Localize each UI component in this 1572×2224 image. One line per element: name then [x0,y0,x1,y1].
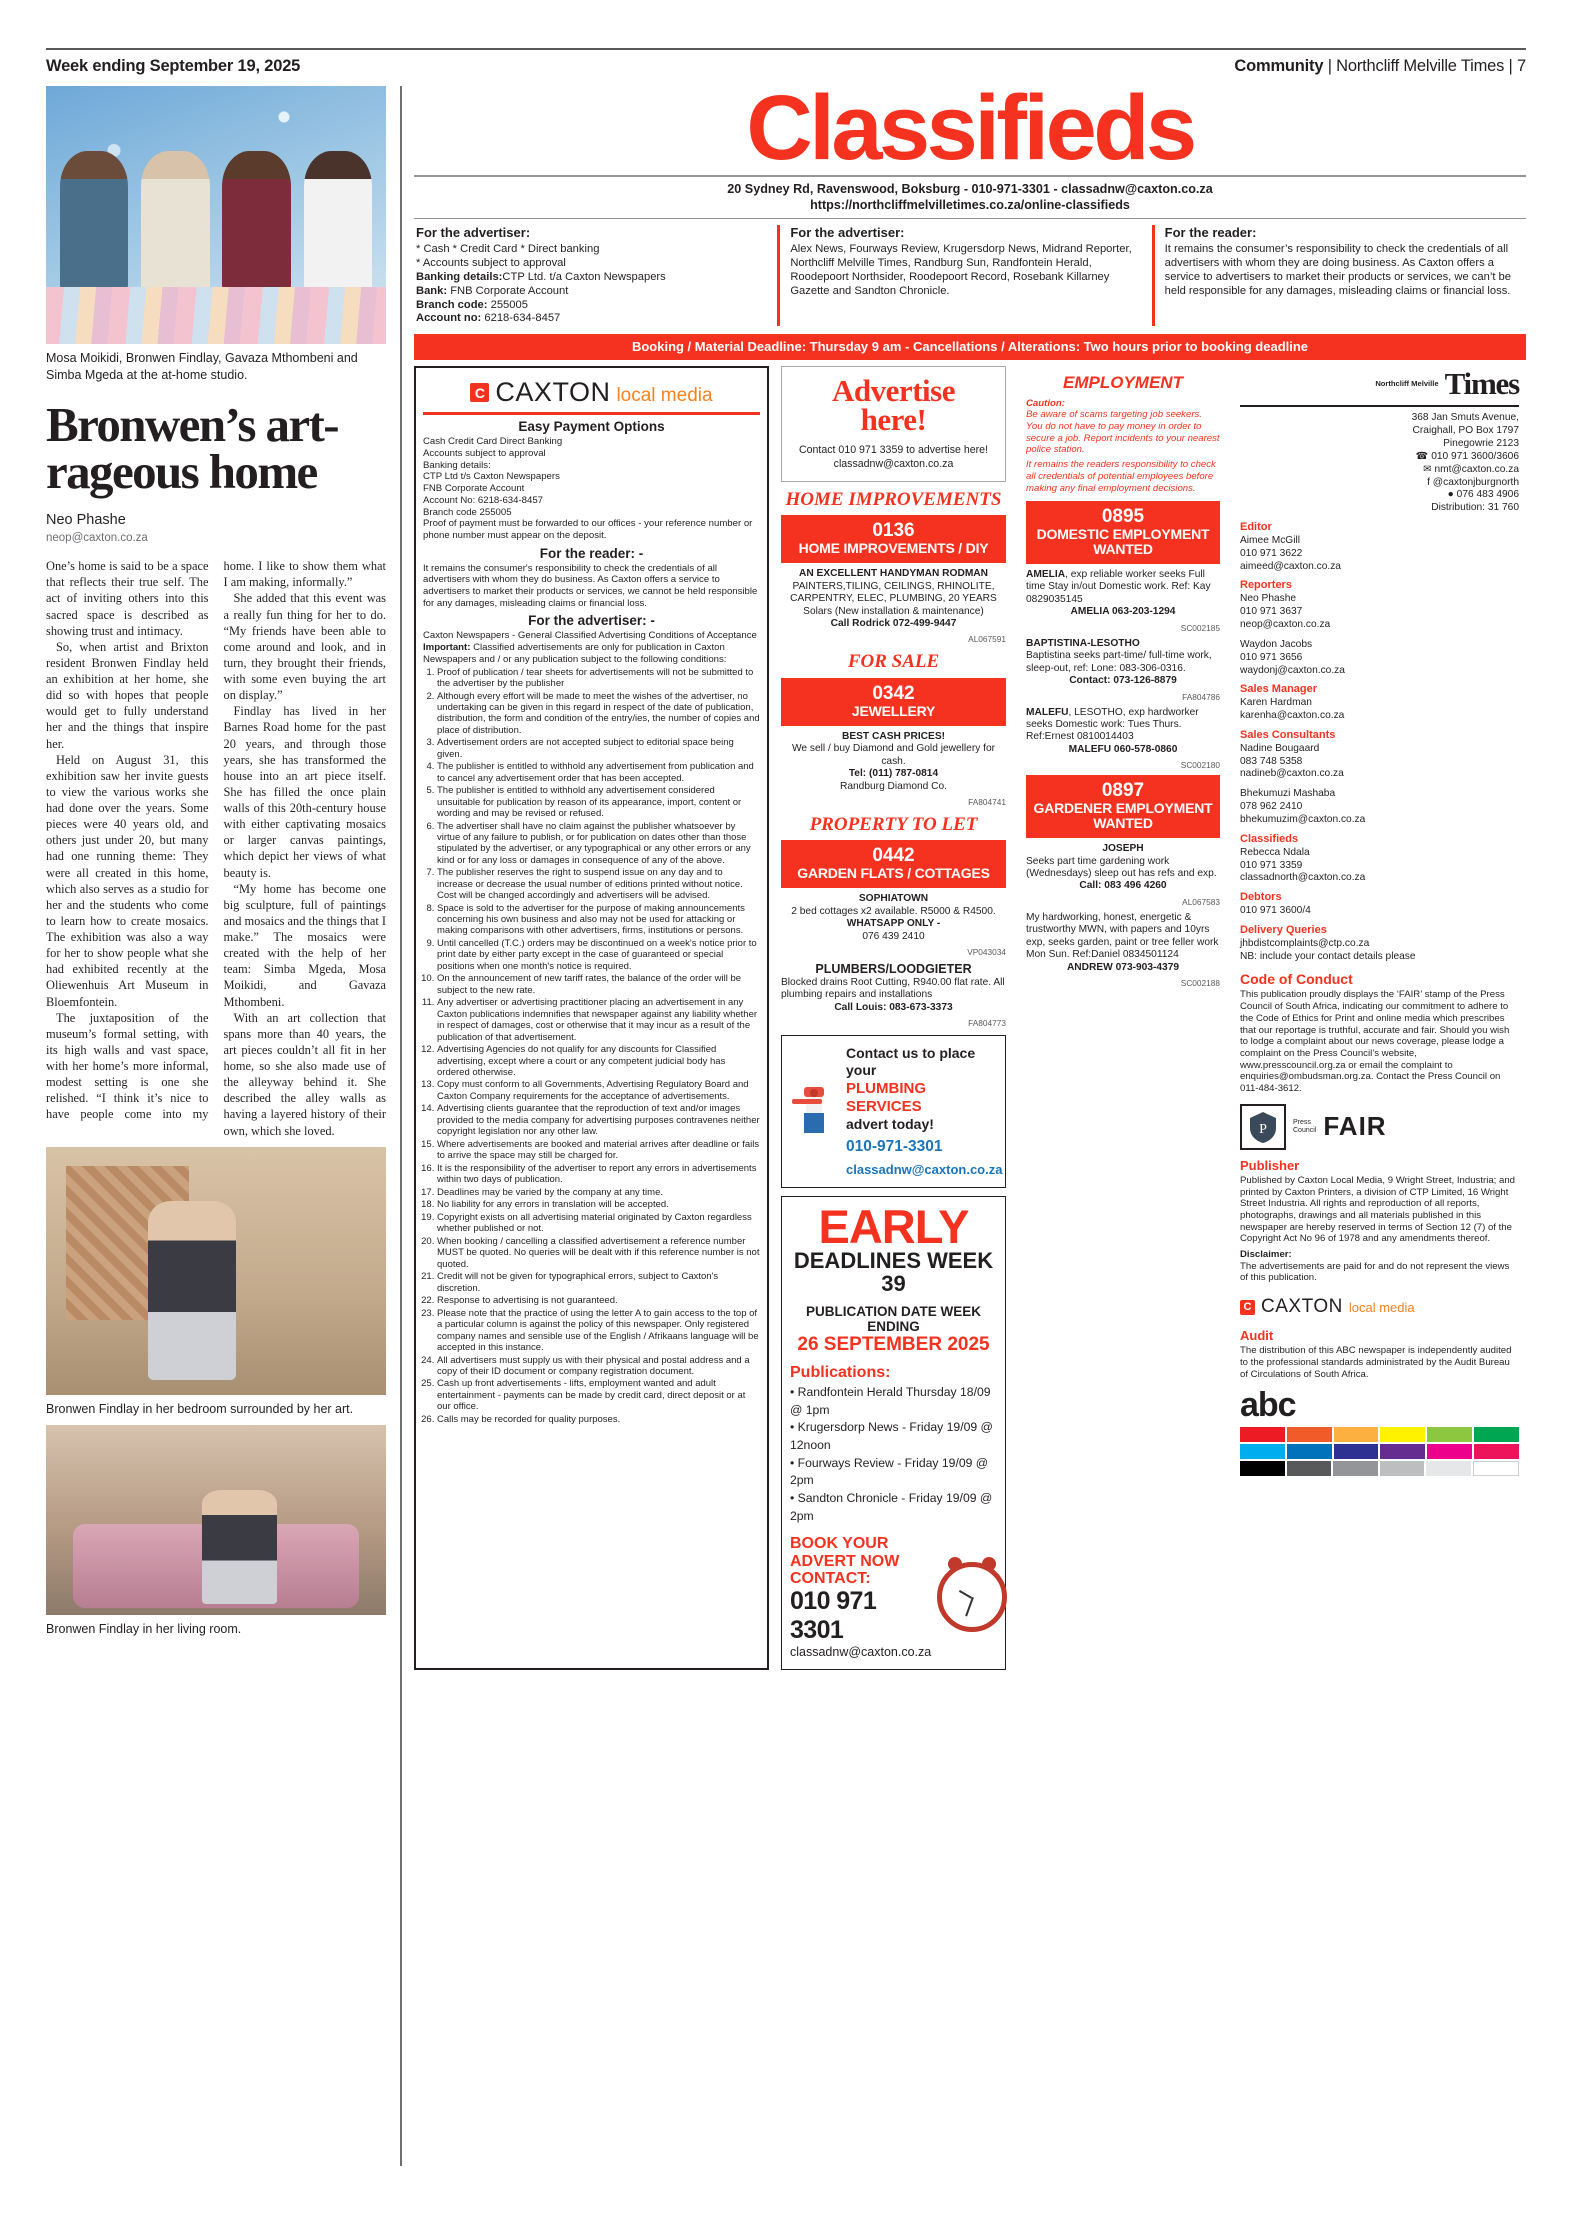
condition-item: 16. It is the responsibility of the advertiser to report any errors in advertisements within two days of publication. [437,1163,760,1186]
distribution: Distribution: 31 760 [1431,502,1519,514]
employment-caution [1026,398,1220,495]
address-line: Pinegowrie 2123 [1443,437,1519,449]
staff-line: Rebecca Ndala [1240,846,1310,858]
condition-item: 24. All advertisers must supply us with their physical and postal address and a copy of their ID document or company registration document. [437,1355,760,1378]
terms-heading: For the advertiser: [416,224,531,240]
color-swatch-row [1240,1444,1519,1459]
condition-item: 15. Where advertisements are booked and material arrives after deadline or fails to arrive the space may still be charged for. [437,1139,760,1162]
promo-line-3: advert today! [846,1116,934,1133]
code-label: JEWELLERY [851,702,936,719]
payment-line: Banking details: [423,459,491,471]
masthead-kicker: Northcliff Melville [1375,379,1439,389]
press-council-icon [1240,1104,1286,1150]
ad-domestic-malefu [1026,707,1220,757]
staff-role-reporters: Reporters [1240,579,1292,592]
condition-item: 17. Deadlines may be varied by the company at any time. [437,1187,760,1198]
abc-logo: abc [1240,1386,1296,1425]
promo-line-2: PLUMBING SERVICES [846,1079,926,1115]
ad-company: Randburg Diamond Co. [839,780,948,792]
caxton-wordmark: CAXTON [1261,1296,1343,1318]
important-label: Important: [423,642,471,654]
condition-item: 12. Advertising Agencies do not qualify for any discounts for Classified advertising, except where a court or any competent judicial body has ordered otherwise. [437,1044,760,1078]
ad-text: , exp reliable worker seeks Full time Stay in/out Domestic work. Ref: Kay 0829035145 [1026,569,1211,605]
section-and-page [1234,57,1526,76]
advertise-contact: Contact 010 971 3359 to advertise here! classadnw@caxton.co.za [798,443,989,470]
address-line: 368 Jan Smuts Avenue, [1411,412,1519,424]
staff-line: 010 971 3622 [1240,547,1303,559]
press-label-line1: Press [1293,1119,1311,1127]
staff-line[interactable]: waydonj@caxton.co.za [1240,664,1345,676]
photo-caption-1: Mosa Moikidi, Bronwen Findlay, Gavaza Mthombeni and Simba Mgeda at the at-home studio. [46,351,358,382]
ad-phone[interactable]: Contact: 073-126-8879 [1069,675,1177,687]
caxton-terms-column [414,366,769,1670]
code-number: 0442 [872,845,915,867]
staff-line: Neo Phashe [1240,593,1297,605]
press-label-line2: Council [1293,1126,1317,1134]
ad-phone[interactable]: Call Louis: 083-673-3373 [834,1001,953,1013]
code-label: HOME IMPROVEMENTS / DIY [798,540,989,557]
payment-line: Account No: 6218-634-8457 [423,494,544,506]
staff-role-delivery: Delivery Queries [1240,923,1327,936]
promo-phone[interactable]: 010-971-3301 [846,1138,943,1156]
masthead-rule [1240,405,1519,407]
classifieds-url[interactable]: https://northcliffmelvilletimes.co.za/online-classifieds [810,197,1130,212]
facebook-icon: f [1427,476,1430,488]
ad-phone[interactable]: Tel: (011) 787-0814 [848,768,939,780]
ad-phone[interactable]: AMELIA 063-203-1294 [1070,606,1176,618]
condition-item: 9. Until cancelled (T.C.) orders may be discontinued on a week's notice prior to print date by either party except in the case of guaranteed or special positions when one month's notice is required. [437,938,760,972]
ad-text: Baptistina seeks part-time/ full-time work, sleep-out, ref: Lone: 083-306-0316. [1026,650,1212,674]
payment-line: FNB Corporate Account [423,483,525,495]
promo-text [846,1045,1002,1178]
condition-item: 26. Calls may be recorded for quality purposes. [437,1414,760,1425]
staff-role-sales-manager: Sales Manager [1240,683,1318,696]
ad-domestic-amelia [1026,569,1220,619]
classified-code-0895[interactable] [1026,501,1220,564]
condition-item: 11. Any advertiser or advertising practitioner placing an advertisement in any Caxton publications indemnifies that newspaper against any liability whether in respect of damages, cost or otherwise that it may incur as a result of the publication of that advertisement. [437,997,760,1043]
condition-item: 19. Copyright exists on all advertising material originated by Caxton regardless whether published or not. [437,1212,760,1235]
article-body [46,558,386,1139]
condition-item: 22. Response to advertising is not guaranteed. [437,1295,760,1306]
article-paragraph: Findlay has lived in her Barnes Road home for the past 20 years, and through those years, she has transformed the house into an art piece itself. She has filled the once plain walls of this 20th-century house with either captivating mosaics or larger canvas paintings, which depict her views of what beauty is. [223,704,386,880]
payment-line: CTP Ltd t/s Caxton Newspapers [423,471,560,483]
article-paragraph: The juxtaposition of the museum’s formal setting, with its high walls and vast space, with her home’s more informal, modest setting is one she relished. “I think it’s nice to have people come into my home. I like to show them what I am making, informally.” [46,559,386,1122]
payment-line: Accounts subject to approval [423,448,546,459]
condition-item: 6. The advertiser shall have no claim against the publisher whatsoever by virtue of any failure to publish, or for publication on dates other than those stipulated by the advertiser, or any typographical or any other errors or any kind or for any loss or damages in consequence of any of the above. [437,821,760,867]
classified-columns [414,366,1526,1670]
article-byline [46,511,386,546]
plumbing-promo-box[interactable] [781,1035,1006,1188]
terms-box-advertiser-payment [414,225,777,326]
ad-plumbing [781,977,1006,1014]
staff-line: Aimee McGill [1240,534,1301,546]
payment-line: Branch code 255005 [423,506,512,518]
condition-item: 14. Advertising clients guarantee that the reproduction of text and/or images provided to the media company for advertising purposes contravenes neither copyright legislation nor any other law. [437,1103,760,1137]
conditions-list [423,667,760,1426]
staff-line: 010 971 3656 [1240,651,1303,663]
press-council-block [1240,1104,1519,1150]
ad-reference: AL067591 [968,634,1006,645]
color-swatch-row [1240,1427,1519,1442]
classifieds-address-line: 20 Sydney Rd, Ravenswood, Boksburg - 010-971-3301 - classadnw@caxton.co.za [727,181,1213,196]
important-text: Classified advertisements are only for publication in Caxton Newspapers and / or any publication subject to the following conditions: [423,642,727,665]
advertiser-subheading: Caxton Newspapers - General Classified Advertising Conditions of Acceptance [423,630,757,642]
condition-item: 10. On the announcement of new tariff rates, the balance of the order will be subject to the new rate. [437,973,760,996]
caxton-logo [423,373,760,410]
classifieds-section [414,77,1526,2166]
issue-date: Week ending September 19, 2025 [46,57,301,75]
article-paragraph: One’s home is said to be a space that reflects their true self. The act of inviting others into this sacred space is described as showing trust and intimacy. [46,559,209,638]
condition-item: 23. Please note that the practice of using the letter A to gain access to the top of a particular column is against the policy of this newspaper. Only registered company names and sensible use of the English / Afrikaans language will be accepted in this instance. [437,1308,760,1354]
running-head [46,48,1526,76]
ad-text: We sell / buy Diamond and Gold jewellery for cash. [791,743,996,767]
classified-code-0136[interactable] [781,515,1006,563]
ad-title: AMELIA [1026,569,1066,581]
terms-body: It remains the consumer’s responsibility to check the credentials of all advertisers with whom they are doing business. As Caxton offers a service to advertisers to market their products or services, we can’t be held responsible for any damages, misleading claims or financial loss. [1164,242,1511,297]
photo-caption-3: Bronwen Findlay in her living room. [46,1622,242,1637]
audit-heading: Audit [1240,1328,1274,1344]
phone-icon: ☎ [1415,450,1429,462]
ad-title: AN EXCELLENT HANDYMAN RODMAN [798,568,989,580]
branch-label: Branch code: [416,298,488,311]
terms-line: * Cash * Credit Card * Direct banking [416,242,600,255]
caxton-tagline: local media [616,385,713,407]
photo-figure [202,1490,277,1604]
bank-label: Bank: [416,284,448,297]
staff-line: 010 971 3637 [1240,606,1303,618]
feature-photo-studio [46,86,386,344]
category-plumbers: PLUMBERS/LOODGIETER [815,962,972,977]
staff-line: 078 962 2410 [1240,801,1303,813]
terms-heading: For the advertiser: [790,224,905,240]
ad-text: PAINTERS,TILING, CEILINGS, RHINOLITE, CARPENTRY, ELEC, PLUMBING, 20 YEARS Solars (New installation & maintenance) [790,580,997,617]
bank-value: FNB Corporate Account [447,284,569,297]
condition-item: 7. The publisher reserves the right to suspend issue on any day and to increase or decrease the usual number of editions printed without notice. Cost will be changed accordingly and advertisers will be advised. [437,867,760,901]
banking-label: Banking details: [416,270,503,283]
staff-role-debtors: Debtors [1240,891,1282,904]
ad-title: JOSEPH [1102,843,1144,855]
article-paragraph: With an art collection that spans more than 40 years, the art pieces couldn’t all fit in her home, so she also made use of the alleyway behind it. She described the alley walls as having a layered history of their own, which she loved. [223,1010,386,1138]
condition-item: 2. Although every effort will be made to meet the wishes of the advertiser, no undertaking can be given in this regard in respect of the date of publication, distribution, the form and condition of the entry/ies, the number of copies and place of distribution. [437,691,760,737]
audit-body: The distribution of this ABC newspaper is independently audited to the professional standards administrated by the Audit Bureau of Circulations of South Africa. [1240,1345,1512,1380]
contact-email[interactable]: nmt@caxton.co.za [1434,463,1519,475]
ad-reference: SC002180 [1180,760,1220,771]
color-swatch-row [1240,1461,1519,1476]
article-paragraph: “My home has become one big sculpture, full of paintings and mosaics and the things that I make.” The mosaics were created with the help of her team: Simba Mgeda, Mosa Moikidi, and Gavaza Mthombeni. [223,881,386,1009]
article-headline: Bronwen’s art-rageous home [46,397,338,500]
author-name: Neo Phashe [46,512,126,529]
author-email: neop@caxton.co.za [46,531,148,544]
disclaimer-label: Disclaimer: [1240,1249,1292,1261]
ad-whatsapp-label: WHATSAPP ONLY - [846,918,941,930]
staff-line: NB: include your contact details please [1240,950,1416,962]
ad-phone[interactable]: ANDREW 073-903-4379 [1066,961,1180,973]
deadline-banner: Booking / Material Deadline: Thursday 9 am - Cancellations / Alterations: Two hours prior to booking deadline [414,334,1526,360]
ad-domestic-baptistina [1026,638,1220,688]
promo-email[interactable]: classadnw@caxton.co.za [846,1162,1003,1178]
ad-phone[interactable]: 076 439 2410 [862,930,925,942]
caution-label: Caution: [1026,397,1065,409]
masthead-rule-2 [414,218,1526,219]
article-paragraph: So, when artist and Brixton resident Bronwen Findlay held an exhibition at her home, she did so with hopes that people would get to fully understand her and the things that inspire her. [46,639,209,751]
ad-reference: VP043034 [967,947,1006,958]
code-label: GARDENER EMPLOYMENT WANTED [1033,800,1213,832]
terms-line: * Accounts subject to approval [416,256,566,269]
classified-code-0342[interactable] [781,678,1006,726]
promo-line-1: Contact us to place your [846,1045,976,1079]
staff-line[interactable]: aimeed@caxton.co.za [1240,560,1341,572]
ad-title: BAPTISTINA-LESOTHO [1026,637,1140,649]
photo-people-group [60,151,373,293]
code-number: 0895 [1101,506,1145,528]
condition-item: 20. When booking / cancelling a classified advertisement a reference number MUST be quoted. No queries will be dealt with if this reference number is not quoted. [437,1236,760,1270]
banking-details [416,271,767,285]
staff-line: Waydon Jacobs [1240,638,1313,650]
early-title: EARLY [818,1199,969,1253]
staff-line[interactable]: nadineb@caxton.co.za [1240,768,1344,780]
staff-list [1240,521,1519,963]
terms-heading: For the reader: [1164,224,1257,240]
account-row [416,312,767,326]
masthead-wordmark: Times [1444,366,1519,402]
category-home-improvements: HOME IMPROVEMENTS [785,488,1002,510]
ad-reference: FA804786 [1182,691,1220,702]
early-deadlines-box [781,1196,1006,1670]
ad-phone[interactable]: Call Rodrick 072-499-9447 [830,618,957,629]
advertise-headline-2: here! [860,402,927,438]
code-number: 0136 [872,520,915,542]
svg-text:P: P [1259,1121,1267,1137]
branch-value: 255005 [487,298,528,311]
payment-line: Cash Credit Card Direct Banking [423,436,563,448]
condition-item: 5. The publisher is entitled to withhold any advertisement considered unsuitable for publication by reason of its appearance, import, content or wording and may be revised or refused. [437,785,760,819]
ad-gardener-andrew [1026,912,1220,974]
column-divider [400,86,402,2166]
staff-line[interactable]: neop@caxton.co.za [1240,618,1331,630]
code-of-conduct-body: This publication proudly displays the ‘FAIR’ stamp of the Press Council of South Africa, indicating our commitment to adhere to the Code of Ethics for Print and online media which prescribes that our reportage is truthful, accurate and fair. Should you wish to lodge a complaint about our news coverage, please lodge a complaint on the Press Council’s website, www.presscouncil.org.za or email the complaint to enquiries@ombudsman.org.za. Contact the Press Council on 011-484-3612. [1240,989,1510,1095]
disclaimer [1240,1249,1519,1284]
contact-phone-row [1240,451,1519,464]
press-council-label [1293,1119,1316,1134]
address-line: Craighall, PO Box 1797 [1412,425,1519,437]
staff-line: Bhekumuzi Mashaba [1240,788,1336,800]
ad-gardener-joseph [1026,843,1220,893]
times-masthead [1240,366,1519,402]
condition-item: 25. Cash up front advertisements - lifts, employment wanted and adult entertainment - payments can be made by credit card, direct deposit or at our office. [437,1378,760,1412]
staff-line[interactable]: karenha@caxton.co.za [1240,710,1345,722]
ad-jewellery [781,731,1006,793]
caution-text: Be aware of scams targeting job seekers. You do not have to pay money in order to secure a job. Report incidents to your nearest police station. [1026,409,1220,456]
condition-item: 1. Proof of publication / tear sheets for advertisements will not be submitted to the advertiser by the publisher [437,667,760,690]
ad-text: 2 bed cottages x2 available. R5000 & R4500. [791,905,996,917]
publication-item: • Krugersdorp News - Friday 19/09 @ 12noon [790,1420,993,1452]
advertiser-heading: For the advertiser: - [528,613,655,629]
book-cta: BOOK YOUR ADVERT NOW CONTACT: [790,1535,900,1587]
contact-whatsapp[interactable]: 076 483 4906 [1456,489,1519,501]
ad-text: Seeks part time gardening work (Wednesdays) sleep out has refs and exp. [1026,855,1217,879]
page-grid [46,77,1526,2166]
terms-row [414,225,1526,326]
banking-value: CTP Ltd. t/a Caxton Newspapers [502,270,666,283]
account-value: 6218-634-8457 [481,312,561,325]
condition-item: 4. The publisher is entitled to withhold any advertisement from publication and to cancel any advertisement order that has been accepted. [437,761,760,784]
category-employment: EMPLOYMENT [1063,373,1183,393]
staff-role-sales-consultants: Sales Consultants [1240,728,1336,741]
book-advert-block[interactable] [790,1535,997,1659]
feature-photo-bedroom [46,1147,386,1395]
ad-property [781,893,1006,943]
code-label: DOMESTIC EMPLOYMENT WANTED [1036,526,1210,558]
staff-line[interactable]: classadnorth@caxton.co.za [1240,872,1366,884]
payment-line: Proof of payment must be forwarded to our offices - your reference number or phone number must appear on the deposit. [423,518,753,541]
ad-reference: AL067583 [1182,896,1220,907]
contact-phone[interactable]: 010 971 3600/3606 [1431,450,1519,462]
publication-item: • Sandton Chronicle - Friday 19/09 @ 2pm [790,1491,993,1523]
masthead-info-column [1228,366,1526,1670]
staff-line[interactable]: bhekumuzim@caxton.co.za [1240,813,1366,825]
ad-text: Blocked drains Root Cutting, R940.00 flat rate. All plumbing repairs and installations [781,977,1005,1001]
office-address [1240,412,1519,515]
photo-caption-2: Bronwen Findlay in her bedroom surrounded by her art. [46,1401,354,1416]
advertise-headline-1: Advertise [832,373,955,409]
reader-heading: For the reader: - [539,545,644,561]
ad-text: , LESOTHO, exp hardworker seeks Domestic work: Tues Thurs. Ref:Ernest 0810014403 [1026,706,1199,743]
feature-article-column [46,86,400,2166]
category-for-sale: FOR SALE [847,651,940,673]
alarm-clock-icon [937,1562,1007,1632]
twitter-icon: ● [1447,489,1454,501]
disclaimer-body: The advertisements are paid for and do not represent the views of this publication. [1240,1260,1510,1284]
contact-facebook-row [1240,477,1519,490]
code-label: GARDEN FLATS / COTTAGES [797,865,990,882]
code-number: 0897 [1101,780,1145,802]
envelope-icon: ✉ [1423,463,1432,475]
early-subtitle: DEADLINES WEEK 39 [793,1248,994,1297]
contact-facebook[interactable]: @caxtonjburgnorth [1432,476,1519,488]
feature-photo-livingroom [46,1425,386,1615]
publications-list [790,1384,997,1526]
classifieds-masthead-title: Classifieds [746,77,1194,179]
branch-row [416,299,767,313]
condition-item: 3. Advertisement orders are not accepted subject to editorial space being given. [437,737,760,760]
ad-phone[interactable]: MALEFU 060-578-0860 [1068,743,1178,755]
ad-title: MALEFU [1026,706,1069,718]
publisher-heading: Publisher [1240,1157,1300,1173]
code-number: 0342 [872,682,915,704]
ad-reference: FA804741 [968,796,1006,807]
staff-line: 010 971 3600/4 [1240,905,1311,917]
terms-box-reader [1152,225,1526,326]
caxton-mark-icon: C [1240,1300,1255,1315]
ad-title: SOPHIATOWN [858,893,929,905]
classified-code-0897[interactable] [1026,775,1220,838]
staff-line: Nadine Bougaard [1240,742,1320,754]
publisher-body: Published by Caxton Local Media, 9 Wright Street, Industria; and printed by Caxton Printers, a division of CTP Limited, 16 Wright Street Industria. All rights and reproduction of all reports, photographs, drawings and all materials published in this newspaper are hereby reserved in terms of Section 12 (7) of the Copyright Act No 96 of 1978 and any amendments thereof. [1240,1174,1515,1245]
publications-heading: Publications: [790,1363,891,1381]
staff-line[interactable]: jhbdistcomplaints@ctp.co.za [1240,937,1370,949]
caxton-tagline: local media [1348,1300,1415,1316]
section-name: Community [1234,57,1324,75]
classified-code-0442[interactable] [781,840,1006,888]
bank-row [416,285,767,299]
condition-item: 8. Space is sold to the advertiser for the purpose of making announcements concerning his own business and also may not be used for attacking or making comparisons with other advertisers, firms, institutions or persons. [437,903,760,937]
condition-item: 13. Copy must conform to all Governments, Advertising Regulatory Board and Caxton Company requirements for the acceptance of advertisements. [437,1079,760,1102]
condition-item: 21. Credit will not be given for typographical errors, subject to Caxton's discretion. [437,1271,760,1294]
publication-and-page: | Northcliff Melville Times | 7 [1323,57,1526,75]
account-label: Account no: [416,312,482,325]
book-phone[interactable]: 010 971 3301 [790,1587,877,1645]
reader-body: It remains the consumer's responsibility to check the credentials of all advertisers with whom they do business. As Caxton offers a service to advertisers to market their products or services, we cannot be held responsible for any damages, misleading claims or financial loss. [423,562,758,609]
staff-line: 083 748 5358 [1240,755,1303,767]
easy-payment-heading: Easy Payment Options [518,419,665,435]
terms-body: Alex News, Fourways Review, Krugersdorp News, Midrand Reporter, Northcliff Melville Times, Randburg Sun, Randfontein Herald, Roodepoort Northsider, Roodepoort Record, Rosebank Killarney Gazette and Sandton Chronicle. [790,242,1132,297]
photo-mosaic-tiles [46,287,386,344]
publication-date-label: PUBLICATION DATE WEEK ENDING [806,1303,981,1334]
advertise-here-box[interactable] [781,366,1006,482]
ad-title: BEST CASH PRICES! [841,730,946,742]
caxton-underline [423,412,760,415]
publication-item: • Randfontein Herald Thursday 18/09 @ 1pm [790,1384,991,1417]
classifieds-contact [414,181,1526,213]
ad-reference: SC002185 [1180,622,1220,633]
contact-whatsapp-row [1240,489,1519,502]
photo-figure [148,1201,236,1380]
ad-reference: FA804773 [968,1018,1006,1029]
article-paragraph: She added that this event was a really fun thing for her to do. “My friends have been able to come around and look, and in turn, they brought their friends, with some even buying the art on display.” [223,591,386,703]
easy-payment-lines [423,436,760,541]
classified-column-employment [1016,366,1228,1670]
staff-role-editor: Editor [1240,521,1272,534]
staff-line: Karen Hardman [1240,697,1312,709]
article-paragraph: Held on August 31, this exhibition saw her invite guests to view the various works she had done over the years. Some pieces were 40 years old, and others just under 20, but many had one running theme: They were all created in this home, which also serves as a studio for her and the students who come to learn how to create mosaics. The exhibition was also a way for her to show people what she had exhibited recently at the Oliewenhuis Art Museum in Bloemfontein. [46,752,209,1009]
caxton-wordmark: CAXTON [495,377,611,408]
caution-text-2: It remains the readers responsibility to check all credentials of potential employees before making any final employment decisions. [1026,459,1216,494]
classified-column-2 [769,366,1016,1670]
fair-stamp: FAIR [1323,1111,1387,1142]
caxton-logo-footer [1240,1292,1519,1320]
ad-text: My hardworking, honest, energetic & trustworthy MWN, with papers and 10yrs exp, seeks garden, paint or tree feller work Mon Sun. Ref:Daniel 0834501124 [1026,911,1219,961]
staff-role-classifieds: Classifieds [1240,832,1299,845]
staff-line: 010 971 3359 [1240,859,1303,871]
contact-email-row [1240,464,1519,477]
terms-box-advertiser-titles [777,225,1151,326]
publication-date-value: 26 SEPTEMBER 2025 [797,1333,990,1355]
ad-handyman [781,568,1006,630]
condition-item: 18. No liability for any errors in translation will be accepted. [437,1199,760,1210]
ad-phone[interactable]: Call: 083 496 4260 [1079,880,1167,892]
publication-item: • Fourways Review - Friday 19/09 @ 2pm [790,1455,989,1488]
caxton-mark-icon: C [470,383,489,402]
book-email[interactable]: classadnw@caxton.co.za [790,1645,932,1660]
advertiser-important [423,642,760,665]
ad-reference: SC002188 [1180,978,1220,988]
plumber-icon [790,1081,838,1142]
category-property-to-let: PROPERTY TO LET [809,813,978,835]
code-of-conduct-heading: Code of Conduct [1240,971,1353,988]
